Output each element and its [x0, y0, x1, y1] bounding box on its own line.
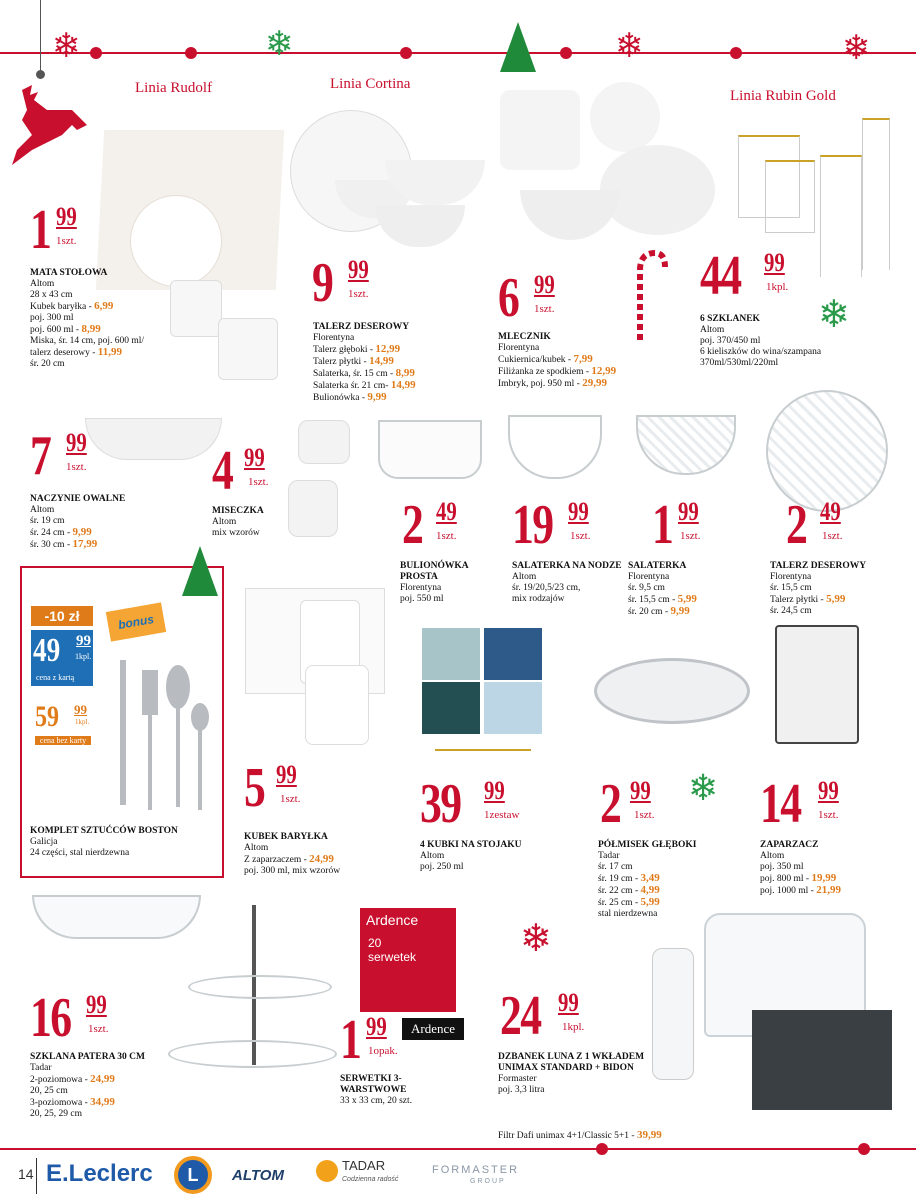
opt-price: 24,99: [309, 853, 334, 865]
desc-owalne: [30, 494, 125, 551]
price-dec: 99: [366, 1012, 387, 1041]
desc-line: Altom: [30, 505, 55, 515]
price-dec: 99: [558, 988, 579, 1017]
desc-line: poj. 250 ml: [420, 862, 464, 872]
price-dec: 99: [244, 443, 265, 472]
desc-kubki4: [420, 840, 521, 873]
opt-price: 34,99: [90, 1096, 115, 1108]
oval-dish-image: [85, 418, 222, 460]
desc-salaterka: [628, 561, 697, 618]
price-unit: 1szt.: [818, 809, 839, 821]
desc-patera: [30, 1052, 145, 1120]
ornament-dot: [560, 47, 572, 59]
desc-line: Tadar: [30, 1063, 52, 1073]
product-title: SALATERKA: [628, 561, 687, 571]
desc-dzbanek-filter: [498, 1130, 662, 1142]
wine-glass-image: [820, 155, 862, 277]
ornament-dot: [858, 1143, 870, 1155]
price-bulionowka: [402, 494, 457, 556]
regular-price-dec: 99: [74, 702, 87, 717]
crystal-bowl-image: [636, 415, 736, 475]
napkin-label: serwetek: [368, 950, 417, 964]
ornament-dot: [730, 47, 742, 59]
glass-bowl-image: [378, 420, 482, 479]
ornament-ball: [36, 70, 45, 79]
product-title: TALERZ DESEROWY: [770, 561, 867, 571]
mug-image: [218, 318, 278, 380]
desc-line: Florentyna: [498, 343, 540, 353]
opt-price: 14,99: [369, 355, 394, 367]
opt-label: śr. 22 cm -: [598, 886, 641, 896]
desc-line: Altom: [420, 851, 445, 861]
opt-price: 17,99: [72, 538, 98, 550]
price-unit: 1szt.: [680, 530, 701, 542]
snowflake-icon: ❄: [818, 294, 850, 336]
desc-line: Formaster: [498, 1074, 537, 1084]
desc-dzbanek: [498, 1052, 648, 1096]
price-int: 2: [402, 494, 423, 556]
opt-label: poj. 300 ml: [30, 313, 74, 323]
price-mata: [30, 199, 77, 261]
bottom-divider: [0, 1148, 916, 1150]
champagne-glass-image: [862, 118, 890, 270]
price-unit: 1szt.: [280, 793, 301, 805]
desc-kubek: [244, 832, 340, 877]
opt-price: 8,99: [81, 323, 101, 335]
opt-price: 5,99: [640, 896, 660, 908]
ornament-dot: [596, 1143, 608, 1155]
product-title: SERWETKI 3-WARSTWOWE: [340, 1074, 407, 1095]
desc-line: Tadar: [598, 851, 620, 861]
formaster-logo: FORMASTER: [432, 1164, 520, 1176]
price-kubek: [244, 757, 301, 819]
desc-polmisek: [598, 840, 696, 920]
price-dec: 99: [348, 255, 369, 284]
opt-label: Salaterka śr. 21 cm-: [313, 381, 391, 391]
price-dec: 49: [436, 497, 457, 526]
desc-zaparzacz: [760, 840, 841, 897]
french-press-image: [775, 625, 859, 744]
product-title: PÓŁMISEK GŁĘBOKI: [598, 840, 697, 850]
product-title: NACZYNIE OWALNE: [30, 494, 126, 504]
opt-price: 9,99: [72, 526, 92, 538]
small-bowl-image: [288, 480, 338, 537]
small-bowl-image: [298, 420, 350, 464]
desc-line: mix wzorów: [212, 528, 260, 538]
opt-label: stal nierdzewna: [598, 909, 658, 919]
opt-price: 12,99: [591, 365, 617, 377]
desc-line: Florentyna: [628, 572, 670, 582]
top-divider: [0, 52, 916, 54]
opt-label: śr. 24 cm -: [30, 528, 73, 538]
christmas-tree-icon: [182, 546, 218, 596]
desc-line: 6 kieliszków do wina/szampana: [700, 347, 822, 357]
altom-logo: ALTOM: [232, 1167, 284, 1184]
price-nodze: [512, 494, 591, 556]
mug-rack-image: [435, 735, 531, 751]
opt-price: 9,99: [670, 605, 690, 617]
mug-image: [305, 665, 369, 745]
mug-image: [484, 682, 542, 734]
price-unit: 1zestaw: [484, 809, 520, 821]
tadar-tagline: Codzienna radość: [342, 1176, 399, 1183]
price-patera: [30, 987, 109, 1049]
desc-line: Florentyna: [770, 572, 812, 582]
product-title: BULIONÓWKA PROSTA: [400, 561, 469, 582]
product-title: ZAPARZACZ: [760, 840, 819, 850]
price-dec: 99: [534, 270, 555, 299]
product-title: KOMPLET SZTUĆCÓW BOSTON: [30, 826, 178, 836]
ornament-string: [40, 0, 41, 72]
desc-miseczka: [212, 506, 264, 539]
opt-label: poj. 1000 ml -: [760, 886, 817, 896]
price-salaterka: [652, 494, 701, 556]
bonus-card-image: bonus: [106, 602, 166, 641]
product-title: 6 SZKLANEK: [700, 314, 760, 324]
price-owalne: [30, 425, 87, 487]
regular-price-int: 59: [35, 700, 59, 733]
price-unit: 1szt.: [570, 530, 591, 542]
regular-price-unit: 1kpl.: [75, 718, 90, 726]
desc-line: Altom: [700, 325, 725, 335]
product-title: 4 KUBKI NA STOJAKU: [420, 840, 522, 850]
desc-line: śr. 15,5 cm: [770, 583, 812, 593]
desc-line: śr. 19 cm: [30, 516, 65, 526]
desc-line: 33 x 33 cm, 20 szt.: [340, 1096, 413, 1106]
opt-price: 24,99: [90, 1073, 115, 1085]
card-price-dec: 99: [76, 633, 91, 649]
opt-label: poj. 800 ml -: [760, 874, 812, 884]
desc-mata: [30, 268, 144, 370]
product-title: DZBANEK LUNA Z 1 WKŁADEM UNIMAX STANDARD + BIDON: [498, 1052, 645, 1073]
price-int: 44: [700, 245, 741, 307]
ornament-dot: [185, 47, 197, 59]
price-int: 16: [30, 987, 71, 1049]
desc-line: 370ml/530ml/220ml: [700, 358, 779, 368]
desc-serwetki: [340, 1074, 450, 1107]
product-title: SZKLANA PATERA 30 CM: [30, 1052, 145, 1062]
desc-line: Altom: [760, 851, 785, 861]
price-talerz: [312, 252, 369, 314]
opt-label: śr. 25 cm -: [598, 898, 641, 908]
price-int: 2: [600, 773, 621, 835]
opt-price: 3,49: [640, 872, 660, 884]
price-polmisek: [600, 773, 655, 835]
christmas-tree-icon: [500, 22, 536, 72]
opt-price: 39,99: [636, 1129, 662, 1141]
desc-line: śr. 17 cm: [598, 862, 633, 872]
cutlery-image: [100, 655, 215, 815]
opt-label: 20, 25, 29 cm: [30, 1109, 82, 1119]
price-int: 5: [244, 757, 265, 819]
mug-image: [422, 682, 480, 734]
reindeer-icon: [2, 80, 92, 170]
price-int: 39: [420, 773, 461, 835]
milk-jug-image: [500, 90, 580, 170]
card-price-box: [31, 630, 93, 686]
opt-label: Talerz płytki -: [770, 595, 827, 605]
page-number: 14: [18, 1166, 34, 1182]
opt-price: 5,99: [677, 593, 697, 605]
price-int: 1: [340, 1009, 361, 1071]
price-int: 24: [500, 985, 541, 1047]
price-dec: 99: [484, 776, 505, 805]
opt-label: 3-poziomowa -: [30, 1098, 91, 1108]
product-title: KUBEK BARYŁKA: [244, 832, 328, 842]
product-title: MLECZNIK: [498, 332, 551, 342]
opt-label: Talerz głęboki -: [313, 345, 376, 355]
opt-label: Filtr Dafi unimax 4+1/Classic 5+1 -: [498, 1131, 637, 1141]
ornament-dot: [400, 47, 412, 59]
price-dec: 99: [818, 776, 839, 805]
price-dzbanek: [500, 985, 585, 1047]
desc-line: Florentyna: [400, 583, 442, 593]
desc-line: Altom: [512, 572, 537, 582]
price-dec: 99: [568, 497, 589, 526]
opt-label: poj. 300 ml, mix wzorów: [244, 866, 341, 876]
line-title-cortina: Linia Cortina: [330, 76, 411, 92]
snowflake-icon: ❄: [688, 768, 719, 808]
price-unit: 1kpl.: [766, 281, 789, 293]
footed-bowl-image: [508, 415, 602, 479]
desc-line: 24 części, stal nierdzewna: [30, 848, 130, 858]
price-serwetki: [340, 1009, 398, 1071]
desc-line: Altom: [244, 843, 269, 853]
leclerc-emblem-icon: L: [174, 1156, 212, 1194]
mug-image: [484, 628, 542, 680]
regular-price-label: cena bez karty: [35, 736, 91, 745]
opt-label: śr. 15,5 cm -: [628, 595, 678, 605]
opt-label: Cukiernica/kubek -: [498, 355, 574, 365]
desc-line: poj. 3,3 litra: [498, 1085, 545, 1095]
price-dec: 99: [764, 248, 785, 277]
product-title: MISECZKA: [212, 506, 264, 516]
desc-line: Altom: [212, 517, 237, 527]
opt-label: Kubek baryłka -: [30, 302, 95, 312]
filter-box-image: [752, 1010, 892, 1110]
bowl-image: [375, 205, 465, 247]
desc-line: poj. 350 ml: [760, 862, 804, 872]
opt-price: 19,99: [811, 872, 837, 884]
teacup-image: [520, 190, 620, 240]
regular-price-box: [31, 700, 93, 748]
snowflake-icon: ❄: [520, 918, 552, 960]
price-unit: 1kpl.: [562, 1021, 585, 1033]
card-price-label: cena z kartą: [36, 673, 75, 682]
opt-label: śr. 20 cm -: [628, 607, 671, 617]
price-dec: 99: [56, 202, 77, 231]
tier-plate-image: [168, 1040, 337, 1068]
price-int: 14: [760, 773, 801, 835]
opt-label: Salaterka, śr. 15 cm -: [313, 369, 396, 379]
opt-label: Miska, śr. 14 cm, poj. 600 ml/: [30, 336, 144, 346]
opt-label: śr. 24,5 cm: [770, 606, 812, 616]
opt-price: 21,99: [816, 884, 841, 896]
mug-image: [422, 628, 480, 680]
price-dec: 99: [86, 990, 107, 1019]
price-unit: 1szt.: [634, 809, 655, 821]
price-dec: 99: [630, 776, 651, 805]
footer-separator: [36, 1158, 37, 1194]
opt-label: śr. 20 cm: [30, 359, 65, 369]
tier-plate-image: [188, 975, 332, 999]
price-int: 6: [498, 267, 519, 329]
price-int: 4: [212, 440, 233, 502]
opt-label: Imbryk, poj. 950 ml -: [498, 379, 583, 389]
opt-label: Talerz płytki -: [313, 357, 370, 367]
tadar-emblem-icon: [316, 1160, 338, 1182]
desc-szklanek: [700, 314, 821, 369]
tadar-logo: TADAR: [342, 1158, 386, 1173]
line-title-rudolf: Linia Rudolf: [135, 80, 213, 96]
candy-cane-icon: [630, 245, 670, 345]
napkins-pack-image: [360, 908, 456, 1012]
price-dec: 99: [66, 428, 87, 457]
desc-line: Galicja: [30, 837, 58, 847]
opt-label: poj. 600 ml -: [30, 325, 82, 335]
price-unit: 1szt.: [66, 461, 87, 473]
price-szklanek: [700, 245, 789, 307]
opt-label: Z zaparzaczem -: [244, 855, 310, 865]
opt-price: 14,99: [390, 379, 416, 391]
desc-line: Altom: [30, 279, 55, 289]
cake-stand-image: [32, 895, 201, 939]
formaster-group: GROUP: [470, 1178, 506, 1185]
price-unit: 1szt.: [88, 1023, 109, 1035]
price-mlecznik: [498, 267, 555, 329]
desc-line: mix rodzajów: [512, 594, 565, 604]
price-miseczka: [212, 440, 269, 502]
opt-label: śr. 30 cm -: [30, 540, 73, 550]
price-int: 1: [30, 199, 51, 261]
snowflake-icon: ❄: [615, 28, 644, 65]
price-int: 7: [30, 425, 51, 487]
price-int: 19: [512, 494, 553, 556]
opt-price: 7,99: [573, 353, 593, 365]
opt-label: Bulionówka -: [313, 393, 368, 403]
desc-mlecznik: [498, 332, 616, 390]
price-unit: 1opak.: [368, 1045, 398, 1057]
desc-talerz: [313, 322, 416, 404]
desc-line: poj. 370/450 ml: [700, 336, 761, 346]
desc-line: Florentyna: [313, 333, 355, 343]
glass-plate-image: [766, 390, 888, 512]
opt-price: 12,99: [375, 343, 401, 355]
discount-badge: -10 zł: [31, 606, 93, 626]
napkin-brand: Ardence: [366, 912, 419, 928]
sugar-bowl-image: [590, 82, 660, 152]
ornament-dot: [90, 47, 102, 59]
desc-line: poj. 550 ml: [400, 594, 444, 604]
desc-bulionowka: [400, 561, 500, 605]
opt-price: 8,99: [395, 367, 415, 379]
leclerc-logo: E.Leclerc: [46, 1160, 153, 1187]
opt-label: Filiżanka ze spodkiem -: [498, 367, 592, 377]
opt-price: 6,99: [94, 300, 114, 312]
napkin-count: 20: [368, 936, 382, 950]
desc-talerz2: [770, 561, 866, 617]
opt-label: talerz deserowy -: [30, 348, 98, 358]
price-dec: 99: [276, 760, 297, 789]
price-unit: 1szt.: [56, 235, 77, 247]
ardence-logo: Ardence: [402, 1018, 464, 1040]
price-kubki4: [420, 773, 520, 835]
snowflake-icon: ❄: [52, 28, 81, 65]
desc-nodze: [512, 561, 622, 605]
price-dec: 49: [820, 497, 841, 526]
opt-price: 4,99: [640, 884, 660, 896]
water-bottle-image: [652, 948, 694, 1080]
opt-label: 20, 25 cm: [30, 1086, 68, 1096]
snowflake-icon: ❄: [265, 26, 294, 63]
glass-image: [765, 160, 815, 233]
card-price-unit: 1kpl.: [75, 652, 92, 661]
price-zaparzacz: [760, 773, 839, 835]
price-int: 2: [786, 494, 807, 556]
opt-price: 9,99: [367, 391, 387, 403]
desc-line: śr. 19/20,5/23 cm,: [512, 583, 581, 593]
product-title: TALERZ DESEROWY: [313, 322, 410, 332]
steel-dish-image: [594, 658, 750, 724]
desc-line: 28 x 43 cm: [30, 290, 73, 300]
opt-price: 29,99: [582, 377, 607, 389]
price-unit: 1szt.: [822, 530, 843, 542]
price-unit: 1szt.: [348, 288, 369, 300]
price-unit: 1szt.: [534, 303, 555, 315]
opt-price: 5,99: [826, 593, 846, 605]
opt-label: 2-poziomowa -: [30, 1075, 91, 1085]
snowflake-icon: ❄: [842, 30, 871, 67]
price-int: 1: [652, 494, 673, 556]
product-title: SALATERKA NA NODZE: [512, 561, 622, 571]
price-unit: 1szt.: [248, 476, 269, 488]
price-talerz2: [786, 494, 843, 556]
mug-image: [170, 280, 222, 337]
desc-sztucce: [30, 826, 178, 859]
line-title-rubin: Linia Rubin Gold: [730, 88, 836, 104]
card-price-int: 49: [33, 632, 61, 669]
opt-label: śr. 19 cm -: [598, 874, 641, 884]
opt-price: 11,99: [97, 346, 122, 358]
price-unit: 1szt.: [436, 530, 457, 542]
desc-line: śr. 9,5 cm: [628, 583, 665, 593]
price-int: 9: [312, 252, 333, 314]
price-dec: 99: [678, 497, 699, 526]
product-title: MATA STOŁOWA: [30, 268, 108, 278]
